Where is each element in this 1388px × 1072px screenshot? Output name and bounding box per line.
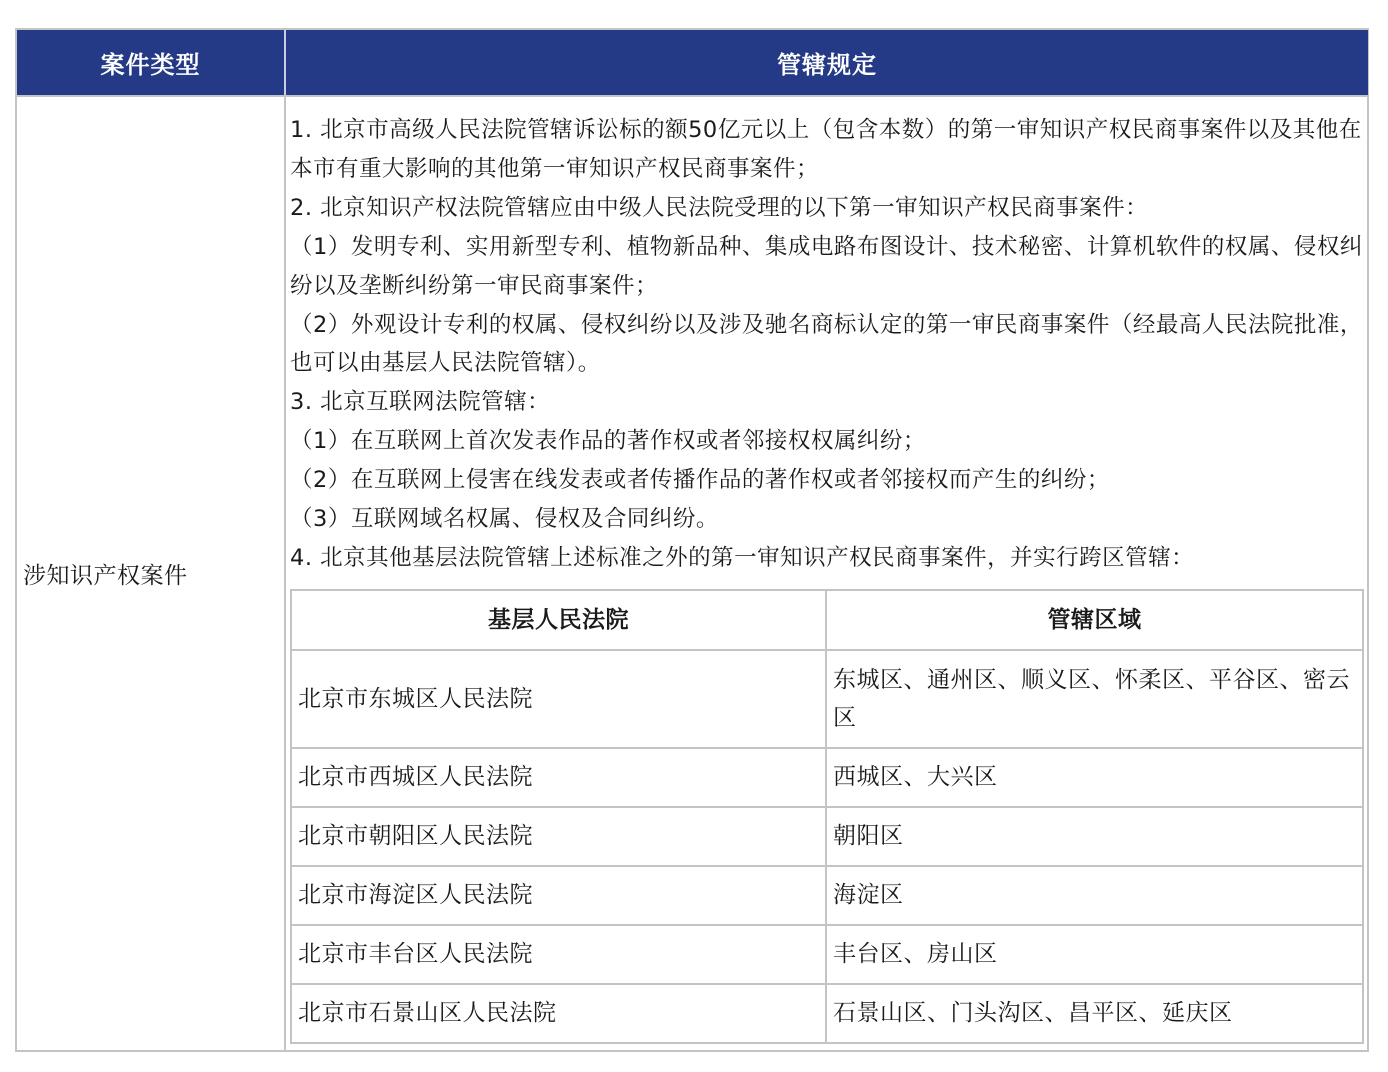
case-type-cell: 涉知识产权案件 [17,95,286,1050]
rule-3-2: （2）在互联网上侵害在线发表或者传播作品的著作权或者邻接权而产生的纠纷； [290,467,1110,494]
table-row [291,650,1363,748]
court-area: 海淀区 [826,866,1363,925]
table-row [291,807,1363,866]
court-name: 北京市石景山区人民法院 [291,984,826,1043]
court-area: 丰台区、房山区 [826,925,1363,984]
court-name: 北京市西城区人民法院 [291,748,826,807]
court-area-table [290,589,1364,1044]
rule-3-3: （3）互联网域名权属、侵权及合同纠纷。 [290,506,719,533]
court-name: 北京市海淀区人民法院 [291,866,826,925]
rule-1: 1. 北京市高级人民法院管辖诉讼标的额50亿元以上（包含本数）的第一审知识产权民商事案件以及其他在本市有重大影响的其他第一审知识产权民商事案件； [290,117,1362,182]
jurisdiction-table [15,28,1369,1052]
rule-2-1: （1）发明专利、实用新型专利、植物新品种、集成电路布图设计、技术秘密、计算机软件的权属、侵权纠纷以及垄断纠纷第一审民商事案件； [290,233,1363,299]
table-row [291,984,1363,1043]
rule-2: 2. 北京知识产权法院管辖应由中级人民法院受理的以下第一审知识产权民商事案件： [290,194,1149,221]
inner-header-row [291,590,1363,650]
court-name: 北京市朝阳区人民法院 [291,807,826,866]
table-row [291,925,1363,984]
court-area: 东城区、通州区、顺义区、怀柔区、平谷区、密云区 [826,650,1363,748]
court-area: 西城区、大兴区 [826,748,1363,807]
court-name: 北京市丰台区人民法院 [291,925,826,984]
table-row [291,748,1363,807]
rule-4: 4. 北京其他基层法院管辖上述标准之外的第一审知识产权民商事案件，并实行跨区管辖： [290,544,1195,571]
court-area: 朝阳区 [826,807,1363,866]
rule-3: 3. 北京互联网法院管辖： [290,389,551,416]
rule-2-2: （2）外观设计专利的权属、侵权纠纷以及涉及驰名商标认定的第一审民商事案件（经最高人民法院批准，也可以由基层人民法院管辖）。 [290,311,1363,377]
header-jurisdiction: 管辖规定 [286,30,1368,95]
rules-text [290,111,1364,578]
header-area: 管辖区域 [826,590,1363,650]
court-name: 北京市东城区人民法院 [291,650,826,748]
rule-3-1: （1）在互联网上首次发表作品的著作权或者邻接权权属纠纷； [290,428,926,455]
court-area: 石景山区、门头沟区、昌平区、延庆区 [826,984,1363,1043]
header-court: 基层人民法院 [291,590,826,650]
table-row [291,866,1363,925]
rules-cell [286,95,1368,1050]
header-case-type: 案件类型 [17,30,286,95]
